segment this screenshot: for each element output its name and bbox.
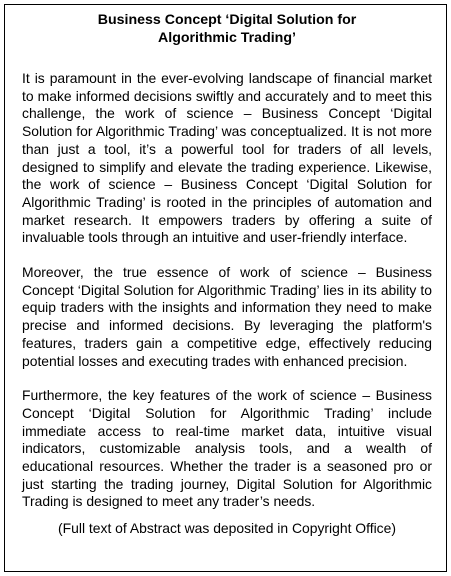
document-title [22,11,432,47]
title-line-2: Algorithmic Trading’ [158,30,296,46]
paragraph-3: Furthermore, the key features of the work of science – Business Concept ‘Digital Solution for Algorithmic Trading’ include immediate access to real-time market data, intuitive visual indicators, customizable analysis tools, and a wealth of educational resources. Whether the trader is a seasoned pro or just starting the trading journey, Digital Solution for Algorithmic Trading is designed to meet any trader’s needs. [22,387,432,510]
paragraph-1: It is paramount in the ever-evolving landscape of financial market to make informed decisions swiftly and accurately and to meet this challenge, the work of science – Business Concept ‘Digital Solution for Algorithmic Trading’ was conceptualized. It is not more than just a tool, it’s a powerful tool for traders of all levels, designed to simplify and elevate the trading experience. Likewise, the work of science – Business Concept ‘Digital Solution for Algorithmic Trading’ is rooted in the principles of automation and market research. It empowers traders by offering a suite of invaluable tools through an intuitive and user-friendly interface. [22,70,432,246]
abstract-box [4,4,447,572]
copyright-note: (Full text of Abstract was deposited in Copyright Office) [58,520,396,537]
title-line-1: Business Concept ‘Digital Solution for [97,12,357,28]
paragraph-2: Moreover, the true essence of work of science – Business Concept ‘Digital Solution for Algorithmic Trading’ lies in its ability to equip traders with the insights and information they need to make precise and informed decisions. By leveraging the platform's features, traders gain a competitive edge, effectively reducing potential losses and executing trades with enhanced precision. [22,264,432,369]
